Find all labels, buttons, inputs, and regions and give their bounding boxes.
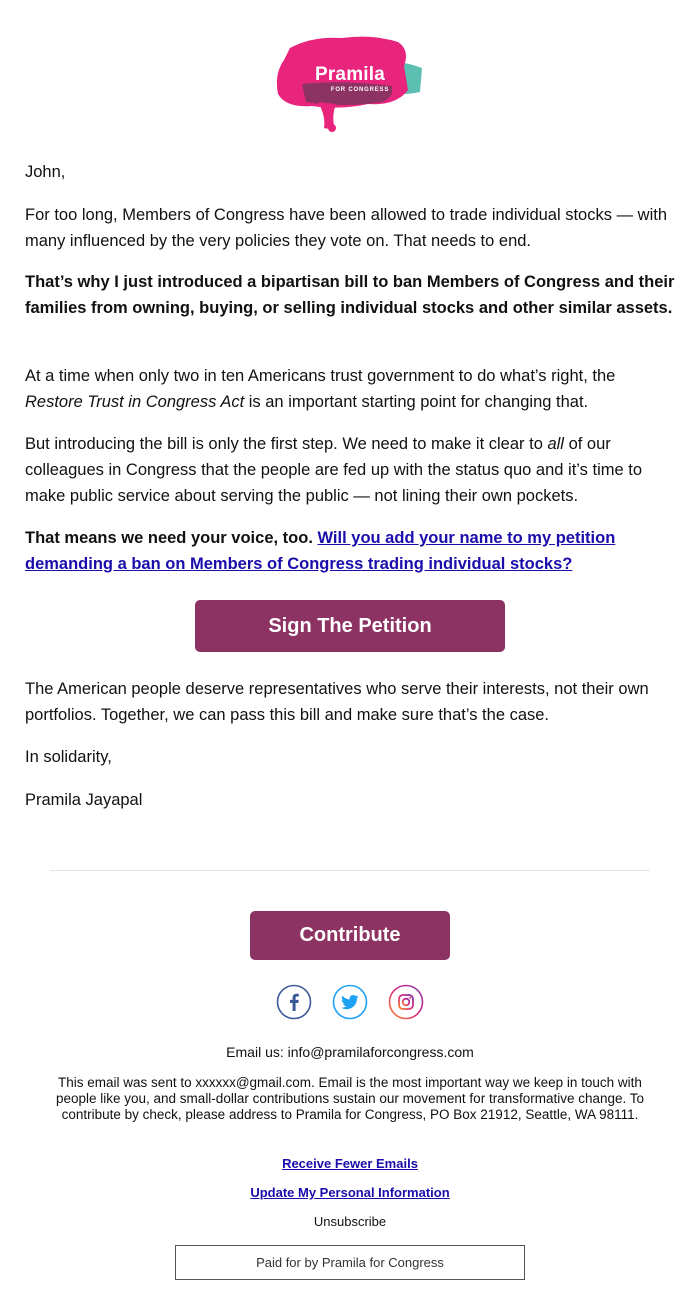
logo-name: Pramila bbox=[314, 64, 386, 85]
sign-petition-button[interactable]: Sign The Petition bbox=[195, 600, 505, 652]
paragraph-intro: For too long, Members of Congress have been allowed to trade individual stocks — with many influenced by the very policies they vote on. That needs to end. bbox=[25, 206, 667, 250]
paragraph-trust bbox=[25, 363, 675, 415]
instagram-link[interactable] bbox=[388, 984, 424, 1020]
trust-text-start: At a time when only two in ten Americans trust government to do what’s right, the bbox=[25, 367, 616, 385]
greeting: John, bbox=[25, 163, 66, 181]
bill-announcement: That’s why I just introduced a bipartisan bill to ban Members of Congress and their families from owning, buying, or selling individual stocks and other similar assets. bbox=[25, 273, 675, 317]
paid-for-disclaimer: Paid for by Pramila for Congress bbox=[175, 1245, 525, 1280]
paragraph-call-to-action bbox=[25, 525, 675, 577]
footer-divider bbox=[50, 870, 650, 871]
paragraph-closing: The American people deserve representatives who serve their interests, not their own portfolios. Together, we can pass this bill and make sure that’s the case. bbox=[25, 680, 649, 724]
act-name: Restore Trust in Congress Act bbox=[25, 393, 245, 411]
emphasis-all: all bbox=[547, 435, 564, 453]
contact-email: Email us: info@pramilaforcongress.com bbox=[226, 1044, 474, 1060]
facebook-icon bbox=[276, 984, 312, 1020]
signature: Pramila Jayapal bbox=[25, 791, 143, 809]
footer-disclaimer: This email was sent to xxxxxx@gmail.com. Email is the most important way we keep in touch with people like you, and small-dollar contributions sustain our movement for transformative change. To contribute by check, please address to Pramila for Congress, PO Box 21912, Seattle, WA 98111. bbox=[55, 1075, 645, 1122]
first-step-text-start: But introducing the bill is only the first step. We need to make it clear to bbox=[25, 435, 548, 453]
logo-tagline: FOR CONGRESS bbox=[330, 87, 390, 93]
facebook-link[interactable] bbox=[276, 984, 312, 1020]
receive-fewer-emails-link[interactable]: Receive Fewer Emails bbox=[282, 1156, 418, 1171]
trust-text-end: is an important starting point for changing that. bbox=[244, 393, 589, 411]
paragraph-bill bbox=[25, 269, 675, 321]
fewer-emails-row bbox=[50, 1156, 650, 1172]
first-step-text-end: of our colleagues in Congress that the people are fed up with the status quo and it’s time to make public service about serving the public — not lining their own pockets. bbox=[25, 435, 643, 505]
signoff: In solidarity, bbox=[25, 748, 112, 766]
instagram-icon bbox=[388, 984, 424, 1020]
contribute-button[interactable]: Contribute bbox=[250, 911, 450, 960]
update-personal-info-link[interactable]: Update My Personal Information bbox=[250, 1185, 450, 1200]
paragraph-first-step bbox=[25, 431, 675, 509]
unsubscribe-link[interactable]: Unsubscribe bbox=[313, 1214, 387, 1229]
petition-link[interactable]: Will you add your name to my petition demanding a ban on Members of Congress trading individual stocks? bbox=[25, 529, 616, 573]
campaign-logo bbox=[272, 30, 428, 134]
update-info-row bbox=[50, 1185, 650, 1201]
voice-text: That means we need your voice, too. bbox=[25, 529, 313, 547]
twitter-icon bbox=[332, 984, 368, 1020]
twitter-link[interactable] bbox=[332, 984, 368, 1020]
